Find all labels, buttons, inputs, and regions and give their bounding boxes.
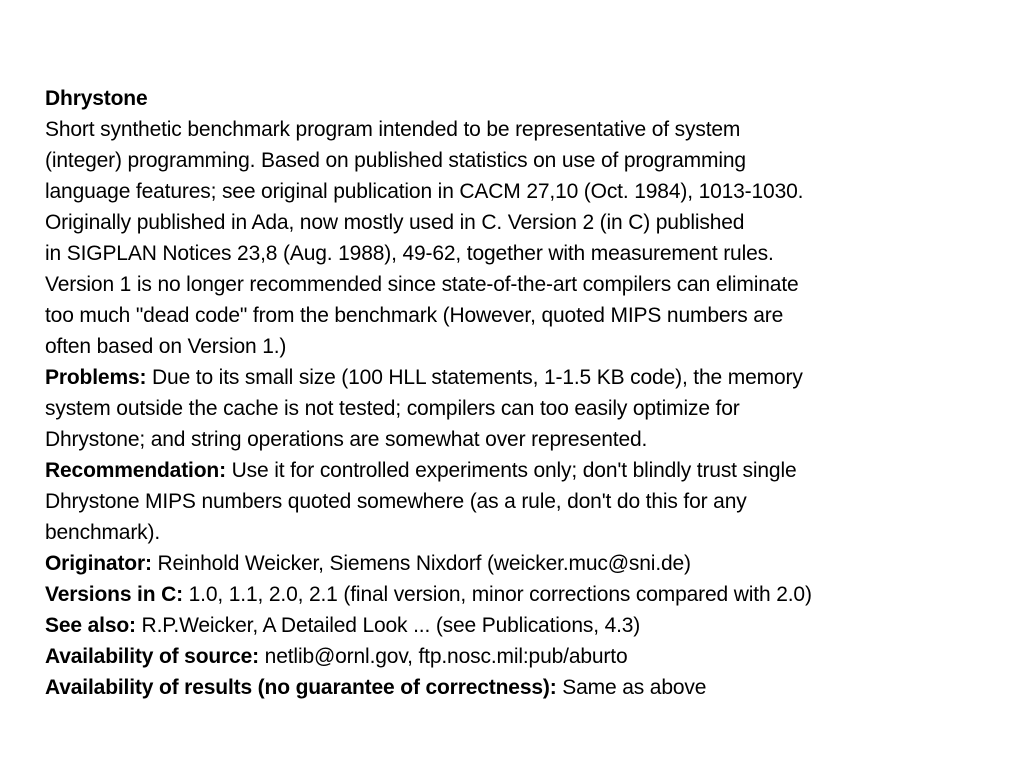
- recommendation-text: Use it for controlled experiments only; don't blindly trust single: [225, 459, 797, 482]
- problems-line: Dhrystone; and string operations are somewhat over represented.: [45, 428, 648, 451]
- description-line: in SIGPLAN Notices 23,8 (Aug. 1988), 49-62, together with measurement rules.: [45, 242, 774, 265]
- availability-results-value: Same as above: [556, 676, 707, 699]
- description-line: language features; see original publication in CACM 27,10 (Oct. 1984), 1013-1030.: [45, 180, 804, 203]
- originator-line: [45, 548, 1010, 579]
- problems-line: [45, 362, 1010, 393]
- description-line: Originally published in Ada, now mostly used in C. Version 2 (in C) published: [45, 211, 745, 234]
- versions-label: Versions in C:: [45, 583, 183, 606]
- versions-line: [45, 579, 1010, 610]
- recommendation-line: Dhrystone MIPS numbers quoted somewhere (as a rule, don't do this for any: [45, 490, 747, 513]
- availability-source-line: [45, 641, 1010, 672]
- see-also-label: See also:: [45, 614, 136, 637]
- originator-value: Reinhold Weicker, Siemens Nixdorf (weicker.muc@sni.de): [151, 552, 691, 575]
- description-line: often based on Version 1.): [45, 335, 287, 358]
- document-title: Dhrystone: [45, 87, 148, 110]
- description-line: Version 1 is no longer recommended since state-of-the-art compilers can eliminate: [45, 273, 799, 296]
- problems-label: Problems:: [45, 366, 147, 389]
- recommendation-label: Recommendation:: [45, 459, 226, 482]
- versions-value: 1.0, 1.1, 2.0, 2.1 (final version, minor corrections compared with 2.0): [182, 583, 812, 606]
- originator-label: Originator:: [45, 552, 152, 575]
- description-line: Short synthetic benchmark program intended to be representative of system: [45, 118, 741, 141]
- availability-results-label: Availability of results (no guarantee of correctness):: [45, 676, 557, 699]
- see-also-value: R.P.Weicker, A Detailed Look ... (see Publications, 4.3): [135, 614, 641, 637]
- description-line: too much "dead code" from the benchmark (However, quoted MIPS numbers are: [45, 304, 784, 327]
- description-line: (integer) programming. Based on published statistics on use of programming: [45, 149, 746, 172]
- availability-results-line: [45, 672, 1010, 703]
- problems-line: system outside the cache is not tested; compilers can too easily optimize for: [45, 397, 740, 420]
- recommendation-line: [45, 455, 1010, 486]
- recommendation-line: benchmark).: [45, 521, 161, 544]
- availability-source-label: Availability of source:: [45, 645, 259, 668]
- slide-content: [45, 83, 1010, 703]
- availability-source-value: netlib@ornl.gov, ftp.nosc.mil:pub/aburto: [259, 645, 628, 668]
- problems-text: Due to its small size (100 HLL statements, 1-1.5 KB code), the memory: [146, 366, 803, 389]
- see-also-line: [45, 610, 1010, 641]
